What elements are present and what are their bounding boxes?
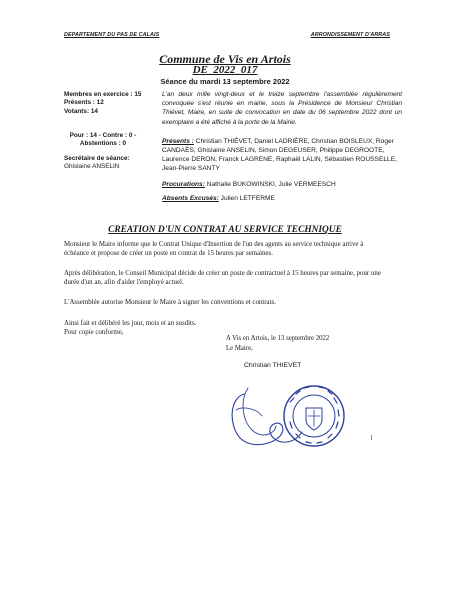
arrondissement-header: ARRONDISSEMENT D'ARRAS <box>310 32 390 38</box>
body-paragraph-3: L'Assemblée autorise Monsieur le Maire à signer les conventions et contrats. <box>64 299 276 307</box>
meeting-details <box>162 90 402 203</box>
mayor-seal-and-signature <box>226 380 350 454</box>
meeting-intro: L'an deux mille vingt-deux et le treize septembre l'assemblée régulièrement convoquée s'est réunie en mairie, sous la Présidence de Monsieur Christian Thiévet, Maire, en suite de convocation en date du 06 septembre 2022 dont un exemplaire a été affiché à la porte de la Mairie. <box>162 91 402 126</box>
signature-scribble-2 <box>243 388 276 435</box>
absents-list <box>162 194 402 203</box>
signature-block <box>226 334 406 371</box>
presents-names: Christian THIÉVET, Daniel LADRIÈRE, Christian BOISLEUX, Roger CANDAËS, Ghislaine ANSELIN, Simon DEGEUSER, Philippe DEGROOTE, Laurence DERON, Franck LAGRENE, Raphaël LALIN, Sébastien ROUSSELLE, Jean-Pierre SANTY <box>162 137 397 173</box>
body-paragraph-5: Pour copie conforme, <box>64 328 124 336</box>
signature-name: Christian THIEVET <box>244 362 302 369</box>
secretary-name: Ghislaine ANSELIN <box>64 163 120 171</box>
presents-count: Présents : 12 <box>64 99 104 107</box>
signature-scribble <box>232 394 302 445</box>
voters-count: Votants: 14 <box>64 107 98 115</box>
stamp-emblem-cross <box>308 410 320 426</box>
signature-scribble-3 <box>236 408 262 416</box>
department-header: DEPARTEMENT DU PAS DE CALAIS <box>64 32 160 38</box>
vote-result <box>64 132 154 148</box>
attendance-summary <box>64 91 154 171</box>
seance-date: Séance du mardi 13 septembre 2022 <box>160 77 290 86</box>
deliberation-subject: CREATION D'UN CONTRAT AU SERVICE TECHNIQUE <box>108 225 342 235</box>
procurations-list <box>162 180 402 189</box>
secretary-label: Secrétaire de séance: <box>64 155 130 163</box>
members-count: Membres en exercice : 15 <box>64 91 142 98</box>
procurations-names: Nathalie BUKOWINSKI, Julie VERMEESCH <box>206 180 336 188</box>
absents-names: Julien LETFERME <box>220 194 275 202</box>
deliberation-reference: DE_2022_017 <box>192 64 258 76</box>
presents-label: Présents : <box>162 137 194 145</box>
body-paragraph-2: Après délibération, le Conseil Municipal décide de créer un poste de contractuel à 15 heures par semaine, pour une durée d'un an, afin d'aider l'employé actuel. <box>64 270 381 286</box>
absents-label: Absents Excusés: <box>162 194 219 202</box>
procurations-label: Procurations: <box>162 180 205 188</box>
body-paragraph-4: Ainsi fait et délibéré les jour, mois et an susdits. <box>64 319 197 327</box>
vote-result-line1: Pour : 14 - Contre : 0 - <box>69 132 137 140</box>
body-paragraph-1: Monsieur le Maire informe que le Contrat Unique d'Insertion de l'un des agents au service technique arrive à échéance et propose de créer un poste en contrat de 15 heures par semaines. <box>64 241 364 257</box>
signature-place-date: A Vis en Artois, le 13 septembre 2022 <box>226 335 330 342</box>
margin-mark <box>371 435 372 440</box>
commune-title: Commune de Vis en Artois <box>159 52 291 66</box>
signature-role: Le Maire, <box>226 345 253 352</box>
deliberation-body <box>64 241 390 337</box>
presents-list <box>162 137 402 174</box>
vote-result-line2: Abstentions : 0 <box>79 140 127 148</box>
